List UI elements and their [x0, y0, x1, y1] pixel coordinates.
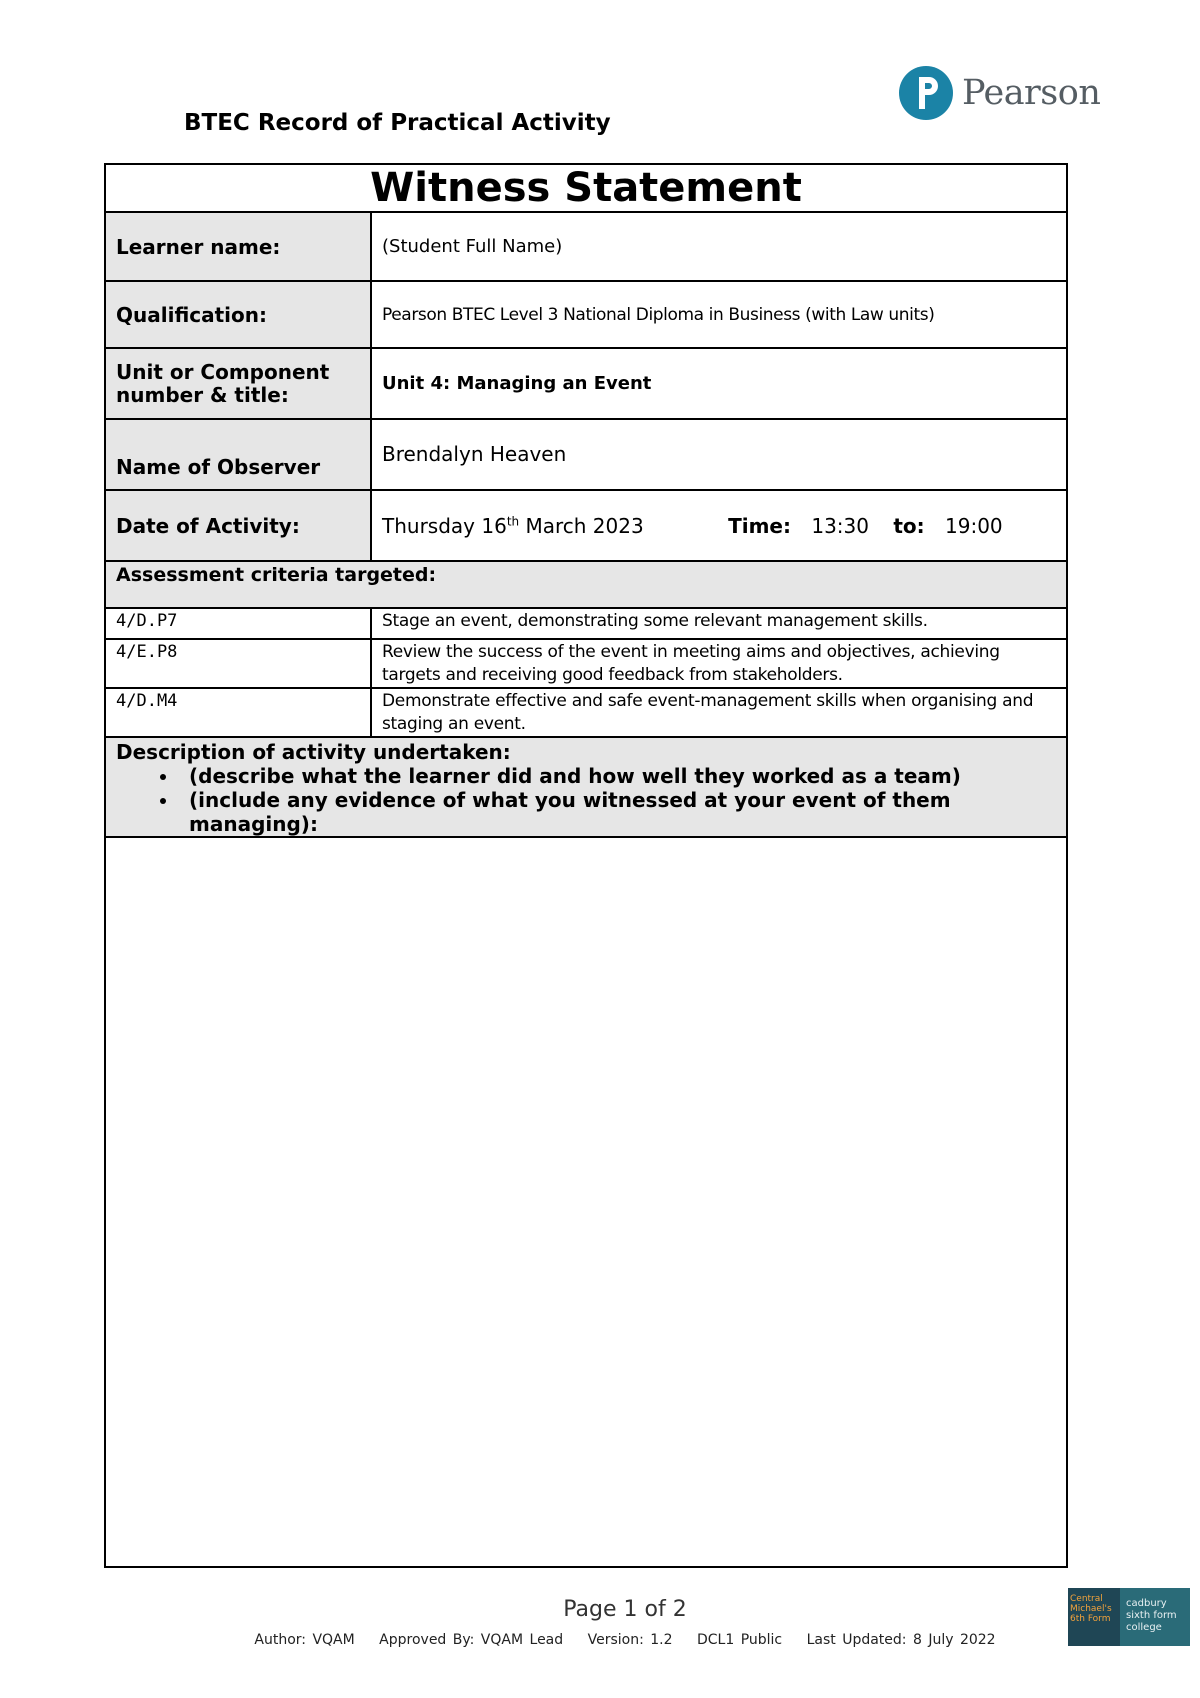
form-title: Witness Statement	[105, 164, 1067, 212]
college-logo	[1068, 1588, 1190, 1646]
page-number: Page 1 of 2	[563, 1597, 687, 1622]
footer-metadata	[0, 1632, 1200, 1648]
page-heading: BTEC Record of Practical Activity	[184, 110, 611, 136]
description-bullet: • (describe what the learner did and how well they worked as a team)	[179, 764, 1056, 788]
date-time-row	[371, 490, 1067, 561]
criterion-code: 4/E.P8	[105, 639, 371, 688]
college-logo-left: Central Michael's 6th Form	[1068, 1588, 1120, 1646]
criterion-text: Review the success of the event in meeting aims and objectives, achieving targets and receiving good feedback from stakeholders.	[371, 639, 1067, 688]
observer-label: Name of Observer	[105, 419, 371, 490]
date-field[interactable]: Thursday 16th March 2023	[382, 513, 644, 538]
footer-version: Version: 1.2	[587, 1632, 673, 1648]
pearson-logo-icon	[898, 63, 954, 123]
criterion-code: 4/D.M4	[105, 688, 371, 737]
learner-name-field[interactable]: (Student Full Name)	[371, 212, 1067, 281]
criterion-text: Demonstrate effective and safe event-management skills when organising and staging an event.	[371, 688, 1067, 737]
description-heading-block	[105, 737, 1067, 837]
witness-statement-form	[104, 163, 1068, 1568]
to-label: to:	[893, 513, 925, 538]
pearson-logo	[898, 62, 1100, 124]
college-logo-right: cadbury sixth form college	[1120, 1588, 1190, 1646]
learner-name-label: Learner name:	[105, 212, 371, 281]
footer-classification: DCL1 Public	[696, 1632, 783, 1648]
criterion-code: 4/D.P7	[105, 608, 371, 639]
unit-label: Unit or Component number & title:	[105, 348, 371, 419]
description-bullets	[116, 764, 1056, 836]
unit-field[interactable]: Unit 4: Managing an Event	[371, 348, 1067, 419]
time-to-field[interactable]: 19:00	[945, 513, 1003, 538]
description-bullet: • (include any evidence of what you witnessed at your event of them managing):	[179, 788, 1056, 836]
description-heading: Description of activity undertaken:	[116, 740, 511, 764]
criteria-heading: Assessment criteria targeted:	[105, 561, 1067, 608]
time-from-field[interactable]: 13:30	[811, 513, 869, 538]
footer-author: Author: VQAM	[254, 1632, 355, 1648]
qualification-field[interactable]: Pearson BTEC Level 3 National Diploma in Business (with Law units)	[371, 281, 1067, 348]
date-label: Date of Activity:	[105, 490, 371, 561]
time-label: Time:	[728, 513, 791, 538]
observer-field[interactable]: Brendalyn Heaven	[371, 419, 1067, 490]
pearson-logo-text: Pearson	[962, 73, 1101, 113]
footer-approved: Approved By: VQAM Lead	[379, 1632, 564, 1648]
qualification-label: Qualification:	[105, 281, 371, 348]
criterion-text: Stage an event, demonstrating some relevant management skills.	[371, 608, 1067, 639]
description-text-area[interactable]	[105, 837, 1067, 1567]
footer-updated: Last Updated: 8 July 2022	[806, 1632, 996, 1648]
